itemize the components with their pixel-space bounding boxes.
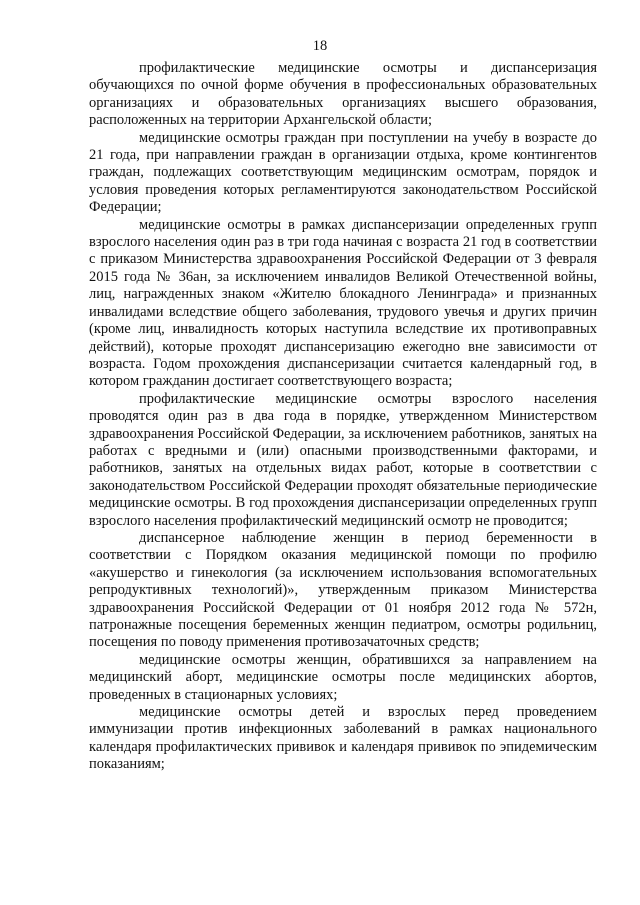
paragraph: профилактические медицинские осмотры взрослого населения проводятся один раз в два года в порядке, утвержденном Министерством здравоохранения Российской Федерации, за исключением работников, занятых на работах с вредными и (или) опасными производственными факторами, и работников, занятых на отдельных видах работ, которые в соответствии с законодательством Российской Федерации проходят обязательные периодические медицинские осмотры. В год прохождения диспансеризации определенных групп взрослого населения профилактический медицинский осмотр не проводится; bbox=[89, 390, 597, 529]
paragraph: медицинские осмотры женщин, обратившихся за направлением на медицинский аборт, медицинские осмотры после медицинских абортов, проведенных в стационарных условиях; bbox=[89, 651, 597, 703]
paragraph: медицинские осмотры граждан при поступлении на учебу в возрасте до 21 года, при направлении граждан в организации отдыха, кроме контингентов граждан, подлежащих соответствующим медицинским осмотрам, порядок и условия проведения которых регламентируются законодательством Российской Федерации; bbox=[89, 129, 597, 216]
paragraph: профилактические медицинские осмотры и диспансеризация обучающихся по очной форме обучения в профессиональных образовательных организациях и образовательных организациях высшего образования, расположенных на территории Архангельской области; bbox=[89, 60, 597, 129]
page-number: 18 bbox=[312, 38, 328, 54]
paragraph: диспансерное наблюдение женщин в период беременности в соответствии с Порядком оказания медицинской помощи по профилю «акушерство и гинекология (за исключением использования вспомогательных репродуктивных технологий)», утвержденным приказом Министерства здравоохранения Российской Федерации от 01 ноября 2012 года № 572н, патронажные посещения беременных женщин педиатром, осмотры родильниц, посещения по поводу применения противозачаточных средств; bbox=[89, 529, 597, 651]
paragraph: медицинские осмотры в рамках диспансеризации определенных групп взрослого населения один раз в три года начиная с возраста 21 год в соответствии с приказом Министерства здравоохранения Российской Федерации от 3 февраля 2015 года № 36ан, за исключением инвалидов Великой Отечественной войны, лиц, награжденных знаком «Жителю блокадного Ленинграда» и признанных инвалидами вследствие общего заболевания, трудового увечья и других причин (кроме лиц, инвалидность которых наступила вследствие их противоправных действий), которые проходят диспансеризацию ежегодно вне зависимости от возраста. Годом прохождения диспансеризации считается календарный год, в котором гражданин достигает соответствующего возраста; bbox=[89, 216, 597, 390]
paragraph: медицинские осмотры детей и взрослых перед проведением иммунизации против инфекционных заболеваний в рамках национального календаря профилактических прививок и календаря прививок по эпидемическим показаниям; bbox=[89, 704, 597, 773]
body-text bbox=[89, 60, 597, 774]
